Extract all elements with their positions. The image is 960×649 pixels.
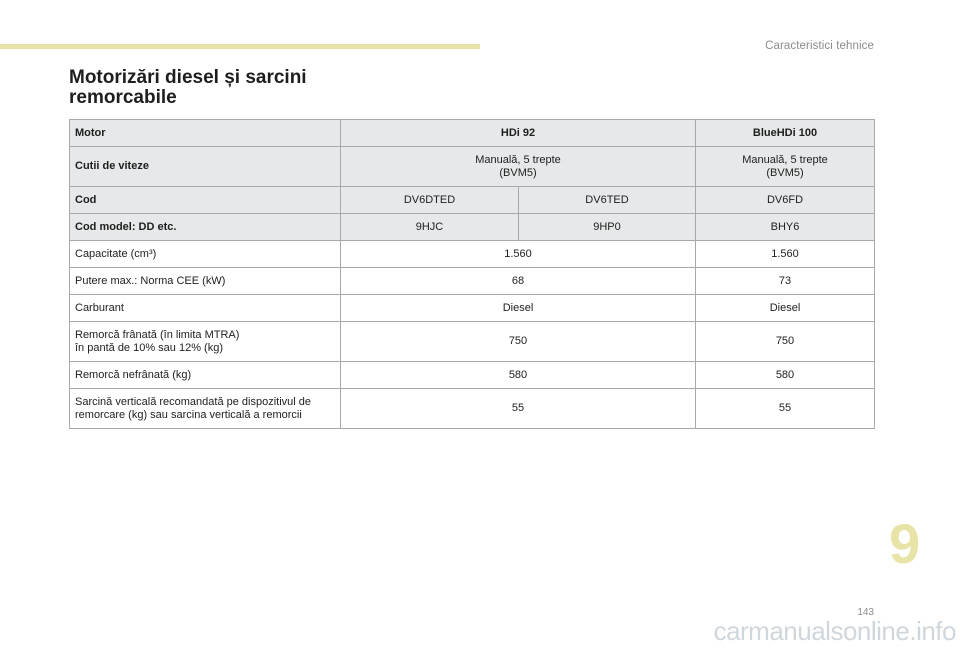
row-label-line1: Sarcină verticală recomandată pe dispozitivul de: [75, 395, 312, 408]
motor-label: Motor: [70, 120, 341, 147]
row-value-engine-2: 580: [696, 362, 875, 389]
row-label-line1: Remorcă frânată (în limita MTRA): [75, 328, 240, 341]
row-label-line2: remorcare (kg) sau sarcina verticală a remorcii: [75, 408, 302, 421]
table-row: [70, 362, 875, 389]
model-code-value: 9HP0: [519, 214, 696, 241]
code-label: Cod: [70, 187, 341, 214]
engine-2-name: BlueHDi 100: [696, 120, 875, 147]
table-row: [70, 322, 875, 362]
page-title-line1: Motorizări diesel și sarcini: [69, 67, 307, 88]
gearbox-2: [696, 147, 875, 187]
model-code-label: Cod model: DD etc.: [70, 214, 341, 241]
row-value-engine-1: Diesel: [341, 295, 696, 322]
section-title: Caracteristici tehnice: [765, 40, 874, 52]
page-number: 143: [857, 607, 874, 618]
table-row-code: [70, 187, 875, 214]
gearbox-1-line2: (BVM5): [499, 166, 537, 179]
page-title: [69, 68, 469, 108]
gearbox-1-line1: Manuală, 5 trepte: [475, 153, 561, 166]
table-row-gearbox: [70, 147, 875, 187]
gearbox-2-line2: (BVM5): [766, 166, 804, 179]
model-code-value: BHY6: [696, 214, 875, 241]
page-title-line2: remorcabile: [69, 87, 177, 108]
row-label-line2: în pantă de 10% sau 12% (kg): [75, 341, 223, 354]
table-row: [70, 241, 875, 268]
model-code-value: 9HJC: [341, 214, 519, 241]
chapter-number: 9: [889, 512, 921, 575]
code-value: DV6TED: [519, 187, 696, 214]
row-value-engine-2: 750: [696, 322, 875, 362]
engine-1-name: HDi 92: [341, 120, 696, 147]
code-value: DV6FD: [696, 187, 875, 214]
row-value-engine-1: 1.560: [341, 241, 696, 268]
row-label: Putere max.: Norma CEE (kW): [70, 268, 341, 295]
row-label: Capacitate (cm³): [70, 241, 341, 268]
row-value-engine-1: 750: [341, 322, 696, 362]
row-value-engine-2: 73: [696, 268, 875, 295]
row-value-engine-2: Diesel: [696, 295, 875, 322]
row-label: [70, 389, 341, 429]
header-accent-bar: [0, 44, 480, 49]
gearbox-2-line1: Manuală, 5 trepte: [742, 153, 828, 166]
watermark: carmanualsonline.info: [713, 616, 956, 646]
table-row-motor: [70, 120, 875, 147]
engine-specs-table: [69, 119, 875, 429]
code-value: DV6DTED: [341, 187, 519, 214]
row-label: [70, 322, 341, 362]
gearbox-1: [341, 147, 696, 187]
row-value-engine-1: 55: [341, 389, 696, 429]
row-value-engine-1: 68: [341, 268, 696, 295]
table-row: [70, 295, 875, 322]
gearbox-label: Cutii de viteze: [70, 147, 341, 187]
row-value-engine-2: 55: [696, 389, 875, 429]
table-row: [70, 389, 875, 429]
row-label: Carburant: [70, 295, 341, 322]
row-value-engine-1: 580: [341, 362, 696, 389]
row-label: Remorcă nefrânată (kg): [70, 362, 341, 389]
row-value-engine-2: 1.560: [696, 241, 875, 268]
table-row-model-code: [70, 214, 875, 241]
table-row: [70, 268, 875, 295]
